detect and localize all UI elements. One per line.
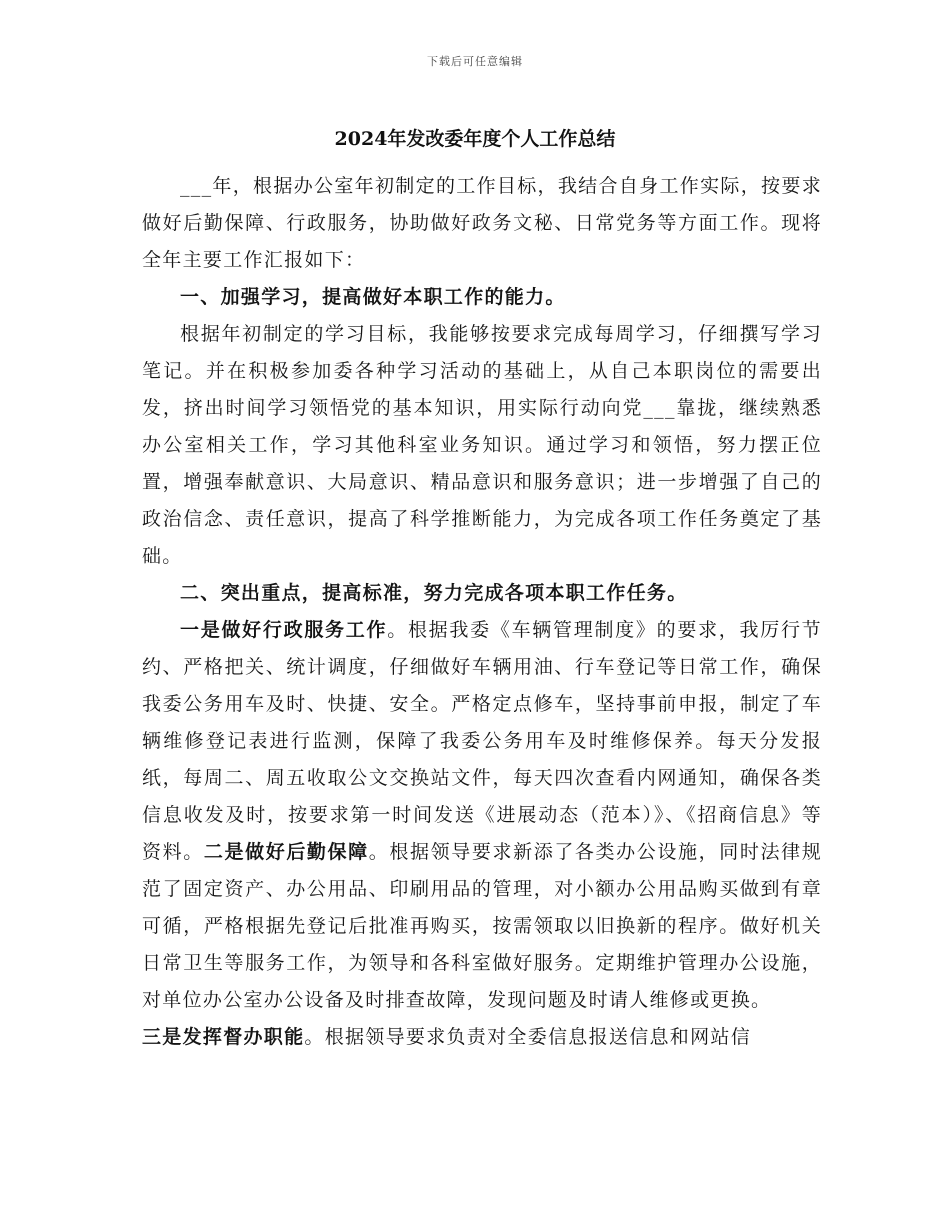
section-2-paragraph [142, 612, 822, 1019]
section-2-paragraph-continued [142, 1019, 822, 1056]
document-body [142, 168, 822, 1056]
item-2-text: 。根据领导要求新添了各类办公设施，同时法律规范了固定资产、办公用品、印刷用品的管理，对小额办公用品购买做到有章可循，严格根据先登记后批准再购买，按需领取以旧换新的程序。做好机关日常卫生等服务工作，为领导和各科室做好服务。定期维护管理办公设施，对单位办公室办公设备及时排查故障，发现问题及时请人维修或更换。 [142, 841, 822, 1011]
item-1-text: 。根据我委《车辆管理制度》的要求，我厉行节约、严格把关、统计调度，仔细做好车辆用油、行车登记等日常工作，确保我委公务用车及时、快捷、安全。严格定点修车，坚持事前申报，制定了车辆维修登记表进行监测，保障了我委公务用车及时维修保养。每天分发报纸，每周二、周五收取公文交换站文件，每天四次查看内网通知，确保各类信息收发及时，按要求第一时间发送《进展动态（范本）》、《招商信息》等资料。 [142, 619, 822, 863]
section-1-heading: 一、加强学习，提高做好本职工作的能力。 [180, 286, 566, 308]
document-title: 2024年发改委年度个人工作总结 [334, 128, 616, 150]
intro-paragraph: ___年，根据办公室年初制定的工作目标，我结合自身工作实际，按要求做好后勤保障、行政服务，协助做好政务文秘、日常党务等方面工作。现将全年主要工作汇报如下： [142, 175, 822, 271]
page-header: 下载后可任意编辑 [427, 55, 523, 68]
section-2-heading: 二、突出重点，提高标准，努力完成各项本职工作任务。 [180, 582, 688, 604]
item-3-text: 。根据领导要求负责对全委信息报送信息和网站信 [304, 1026, 752, 1048]
item-1-label: 一是做好行政服务工作 [180, 619, 388, 641]
item-3-label: 三是发挥督办职能 [142, 1026, 305, 1048]
item-2-label: 二是做好后勤保障 [203, 841, 369, 863]
section-1-paragraph: 根据年初制定的学习目标，我能够按要求完成每周学习，仔细撰写学习笔记。并在积极参加委各种学习活动的基础上，从自己本职岗位的需要出发，挤出时间学习领悟党的基本知识，用实际行动向党___靠拢，继续熟悉办公室相关工作，学习其他科室业务知识。通过学习和领悟，努力摆正位置，增强奉献意识、大局意识、精品意识和服务意识；进一步增强了自己的政治信念、责任意识，提高了科学推断能力，为完成各项工作任务奠定了基础。 [142, 323, 822, 567]
